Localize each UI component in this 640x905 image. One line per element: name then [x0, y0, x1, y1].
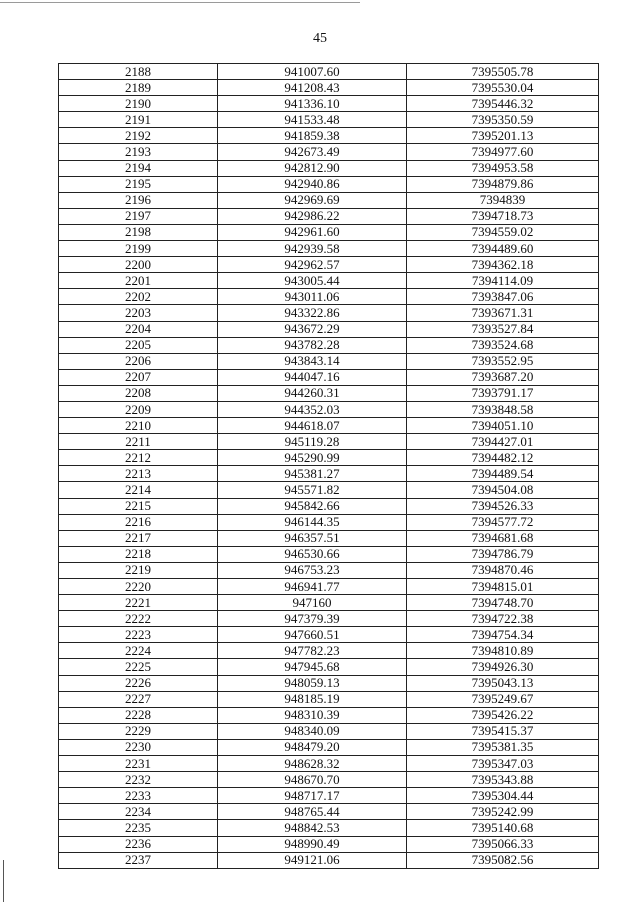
table-row	[59, 643, 599, 659]
table-row	[59, 739, 599, 755]
y-coordinate-cell: 7394839	[407, 192, 599, 208]
x-coordinate-cell: 949121.06	[218, 852, 407, 868]
table-row	[59, 289, 599, 305]
table-row	[59, 691, 599, 707]
point-number-cell: 2190	[59, 96, 218, 112]
y-coordinate-cell: 7394953.58	[407, 160, 599, 176]
point-number-cell: 2237	[59, 852, 218, 868]
point-number-cell: 2232	[59, 772, 218, 788]
point-number-cell: 2194	[59, 160, 218, 176]
y-coordinate-cell: 7393671.31	[407, 305, 599, 321]
x-coordinate-cell: 945842.66	[218, 498, 407, 514]
x-coordinate-cell: 947945.68	[218, 659, 407, 675]
table-row	[59, 675, 599, 691]
x-coordinate-cell: 941859.38	[218, 128, 407, 144]
table-row	[59, 176, 599, 192]
table-row	[59, 579, 599, 595]
x-coordinate-cell: 944352.03	[218, 401, 407, 417]
x-coordinate-cell: 943843.14	[218, 353, 407, 369]
y-coordinate-cell: 7394489.60	[407, 241, 599, 257]
coordinates-table-body	[59, 64, 599, 869]
y-coordinate-cell: 7393552.95	[407, 353, 599, 369]
point-number-cell: 2189	[59, 80, 218, 96]
x-coordinate-cell: 946941.77	[218, 579, 407, 595]
x-coordinate-cell: 948479.20	[218, 739, 407, 755]
point-number-cell: 2195	[59, 176, 218, 192]
y-coordinate-cell: 7394681.68	[407, 530, 599, 546]
y-coordinate-cell: 7395426.22	[407, 707, 599, 723]
point-number-cell: 2236	[59, 836, 218, 852]
point-number-cell: 2210	[59, 418, 218, 434]
point-number-cell: 2230	[59, 739, 218, 755]
y-coordinate-cell: 7395249.67	[407, 691, 599, 707]
x-coordinate-cell: 942962.57	[218, 257, 407, 273]
table-row	[59, 836, 599, 852]
table-row	[59, 514, 599, 530]
x-coordinate-cell: 942812.90	[218, 160, 407, 176]
y-coordinate-cell: 7393848.58	[407, 401, 599, 417]
x-coordinate-cell: 945571.82	[218, 482, 407, 498]
point-number-cell: 2231	[59, 756, 218, 772]
table-row	[59, 305, 599, 321]
y-coordinate-cell: 7394504.08	[407, 482, 599, 498]
table-row	[59, 659, 599, 675]
y-coordinate-cell: 7394718.73	[407, 208, 599, 224]
x-coordinate-cell: 943011.06	[218, 289, 407, 305]
table-row	[59, 498, 599, 514]
table-row	[59, 418, 599, 434]
point-number-cell: 2214	[59, 482, 218, 498]
point-number-cell: 2225	[59, 659, 218, 675]
x-coordinate-cell: 948990.49	[218, 836, 407, 852]
table-row	[59, 273, 599, 289]
table-row	[59, 450, 599, 466]
y-coordinate-cell: 7394786.79	[407, 546, 599, 562]
table-row	[59, 160, 599, 176]
point-number-cell: 2203	[59, 305, 218, 321]
x-coordinate-cell: 947160	[218, 595, 407, 611]
x-coordinate-cell: 948185.19	[218, 691, 407, 707]
point-number-cell: 2200	[59, 257, 218, 273]
table-row	[59, 192, 599, 208]
point-number-cell: 2201	[59, 273, 218, 289]
x-coordinate-cell: 941533.48	[218, 112, 407, 128]
x-coordinate-cell: 945119.28	[218, 434, 407, 450]
y-coordinate-cell: 7394977.60	[407, 144, 599, 160]
x-coordinate-cell: 948059.13	[218, 675, 407, 691]
table-row	[59, 385, 599, 401]
table-row	[59, 530, 599, 546]
point-number-cell: 2213	[59, 466, 218, 482]
y-coordinate-cell: 7395082.56	[407, 852, 599, 868]
point-number-cell: 2212	[59, 450, 218, 466]
y-coordinate-cell: 7395343.88	[407, 772, 599, 788]
table-row	[59, 369, 599, 385]
y-coordinate-cell: 7395347.03	[407, 756, 599, 772]
point-number-cell: 2211	[59, 434, 218, 450]
y-coordinate-cell: 7394559.02	[407, 224, 599, 240]
y-coordinate-cell: 7394114.09	[407, 273, 599, 289]
x-coordinate-cell: 946357.51	[218, 530, 407, 546]
x-coordinate-cell: 941007.60	[218, 64, 407, 80]
x-coordinate-cell: 941208.43	[218, 80, 407, 96]
y-coordinate-cell: 7395242.99	[407, 804, 599, 820]
x-coordinate-cell: 948628.32	[218, 756, 407, 772]
y-coordinate-cell: 7395505.78	[407, 64, 599, 80]
point-number-cell: 2224	[59, 643, 218, 659]
x-coordinate-cell: 946530.66	[218, 546, 407, 562]
y-coordinate-cell: 7394815.01	[407, 579, 599, 595]
table-row	[59, 321, 599, 337]
x-coordinate-cell: 948340.09	[218, 723, 407, 739]
point-number-cell: 2207	[59, 369, 218, 385]
x-coordinate-cell: 948717.17	[218, 788, 407, 804]
point-number-cell: 2229	[59, 723, 218, 739]
x-coordinate-cell: 943322.86	[218, 305, 407, 321]
table-row	[59, 112, 599, 128]
x-coordinate-cell: 941336.10	[218, 96, 407, 112]
point-number-cell: 2218	[59, 546, 218, 562]
point-number-cell: 2219	[59, 562, 218, 578]
point-number-cell: 2188	[59, 64, 218, 80]
y-coordinate-cell: 7395446.32	[407, 96, 599, 112]
point-number-cell: 2208	[59, 385, 218, 401]
point-number-cell: 2198	[59, 224, 218, 240]
table-row	[59, 224, 599, 240]
point-number-cell: 2226	[59, 675, 218, 691]
point-number-cell: 2233	[59, 788, 218, 804]
table-row	[59, 756, 599, 772]
table-row	[59, 401, 599, 417]
table-row	[59, 128, 599, 144]
table-row	[59, 208, 599, 224]
table-row	[59, 482, 599, 498]
table-row	[59, 788, 599, 804]
left-scan-rule	[3, 860, 4, 902]
x-coordinate-cell: 942939.58	[218, 241, 407, 257]
y-coordinate-cell: 7395381.35	[407, 739, 599, 755]
y-coordinate-cell: 7393791.17	[407, 385, 599, 401]
y-coordinate-cell: 7394748.70	[407, 595, 599, 611]
table-row	[59, 80, 599, 96]
y-coordinate-cell: 7395140.68	[407, 820, 599, 836]
x-coordinate-cell: 947379.39	[218, 611, 407, 627]
table-row	[59, 627, 599, 643]
point-number-cell: 2235	[59, 820, 218, 836]
x-coordinate-cell: 942940.86	[218, 176, 407, 192]
point-number-cell: 2205	[59, 337, 218, 353]
table-row	[59, 257, 599, 273]
point-number-cell: 2206	[59, 353, 218, 369]
x-coordinate-cell: 943782.28	[218, 337, 407, 353]
point-number-cell: 2199	[59, 241, 218, 257]
point-number-cell: 2234	[59, 804, 218, 820]
x-coordinate-cell: 948842.53	[218, 820, 407, 836]
y-coordinate-cell: 7394051.10	[407, 418, 599, 434]
x-coordinate-cell: 943005.44	[218, 273, 407, 289]
point-number-cell: 2228	[59, 707, 218, 723]
table-row	[59, 611, 599, 627]
y-coordinate-cell: 7394926.30	[407, 659, 599, 675]
y-coordinate-cell: 7394810.89	[407, 643, 599, 659]
point-number-cell: 2191	[59, 112, 218, 128]
coordinates-table	[58, 63, 599, 869]
point-number-cell: 2223	[59, 627, 218, 643]
y-coordinate-cell: 7395201.13	[407, 128, 599, 144]
table-row	[59, 434, 599, 450]
y-coordinate-cell: 7394482.12	[407, 450, 599, 466]
x-coordinate-cell: 944047.16	[218, 369, 407, 385]
point-number-cell: 2217	[59, 530, 218, 546]
top-scan-rule	[0, 2, 360, 3]
table-row	[59, 707, 599, 723]
x-coordinate-cell: 945381.27	[218, 466, 407, 482]
x-coordinate-cell: 948765.44	[218, 804, 407, 820]
x-coordinate-cell: 942986.22	[218, 208, 407, 224]
x-coordinate-cell: 948670.70	[218, 772, 407, 788]
point-number-cell: 2216	[59, 514, 218, 530]
table-row	[59, 144, 599, 160]
x-coordinate-cell: 947660.51	[218, 627, 407, 643]
page-number: 45	[313, 31, 327, 46]
point-number-cell: 2227	[59, 691, 218, 707]
x-coordinate-cell: 947782.23	[218, 643, 407, 659]
y-coordinate-cell: 7393847.06	[407, 289, 599, 305]
y-coordinate-cell: 7395350.59	[407, 112, 599, 128]
y-coordinate-cell: 7393527.84	[407, 321, 599, 337]
table-row	[59, 723, 599, 739]
x-coordinate-cell: 948310.39	[218, 707, 407, 723]
point-number-cell: 2204	[59, 321, 218, 337]
table-row	[59, 595, 599, 611]
y-coordinate-cell: 7394362.18	[407, 257, 599, 273]
point-number-cell: 2192	[59, 128, 218, 144]
y-coordinate-cell: 7394427.01	[407, 434, 599, 450]
point-number-cell: 2193	[59, 144, 218, 160]
table-row	[59, 353, 599, 369]
point-number-cell: 2209	[59, 401, 218, 417]
x-coordinate-cell: 942673.49	[218, 144, 407, 160]
x-coordinate-cell: 942961.60	[218, 224, 407, 240]
table-row	[59, 466, 599, 482]
table-row	[59, 546, 599, 562]
y-coordinate-cell: 7394870.46	[407, 562, 599, 578]
table-row	[59, 241, 599, 257]
x-coordinate-cell: 943672.29	[218, 321, 407, 337]
y-coordinate-cell: 7394722.38	[407, 611, 599, 627]
table-row	[59, 96, 599, 112]
table-row	[59, 337, 599, 353]
point-number-cell: 2196	[59, 192, 218, 208]
table-row	[59, 772, 599, 788]
y-coordinate-cell: 7395066.33	[407, 836, 599, 852]
x-coordinate-cell: 942969.69	[218, 192, 407, 208]
point-number-cell: 2220	[59, 579, 218, 595]
y-coordinate-cell: 7393687.20	[407, 369, 599, 385]
x-coordinate-cell: 946144.35	[218, 514, 407, 530]
table-row	[59, 804, 599, 820]
point-number-cell: 2197	[59, 208, 218, 224]
table-row	[59, 64, 599, 80]
y-coordinate-cell: 7395043.13	[407, 675, 599, 691]
x-coordinate-cell: 944260.31	[218, 385, 407, 401]
point-number-cell: 2215	[59, 498, 218, 514]
x-coordinate-cell: 945290.99	[218, 450, 407, 466]
table-row	[59, 852, 599, 868]
y-coordinate-cell: 7394879.86	[407, 176, 599, 192]
y-coordinate-cell: 7394489.54	[407, 466, 599, 482]
y-coordinate-cell: 7393524.68	[407, 337, 599, 353]
point-number-cell: 2221	[59, 595, 218, 611]
x-coordinate-cell: 944618.07	[218, 418, 407, 434]
y-coordinate-cell: 7394526.33	[407, 498, 599, 514]
table-row	[59, 820, 599, 836]
x-coordinate-cell: 946753.23	[218, 562, 407, 578]
table-row	[59, 562, 599, 578]
y-coordinate-cell: 7395530.04	[407, 80, 599, 96]
y-coordinate-cell: 7394754.34	[407, 627, 599, 643]
y-coordinate-cell: 7395415.37	[407, 723, 599, 739]
point-number-cell: 2222	[59, 611, 218, 627]
point-number-cell: 2202	[59, 289, 218, 305]
y-coordinate-cell: 7395304.44	[407, 788, 599, 804]
y-coordinate-cell: 7394577.72	[407, 514, 599, 530]
